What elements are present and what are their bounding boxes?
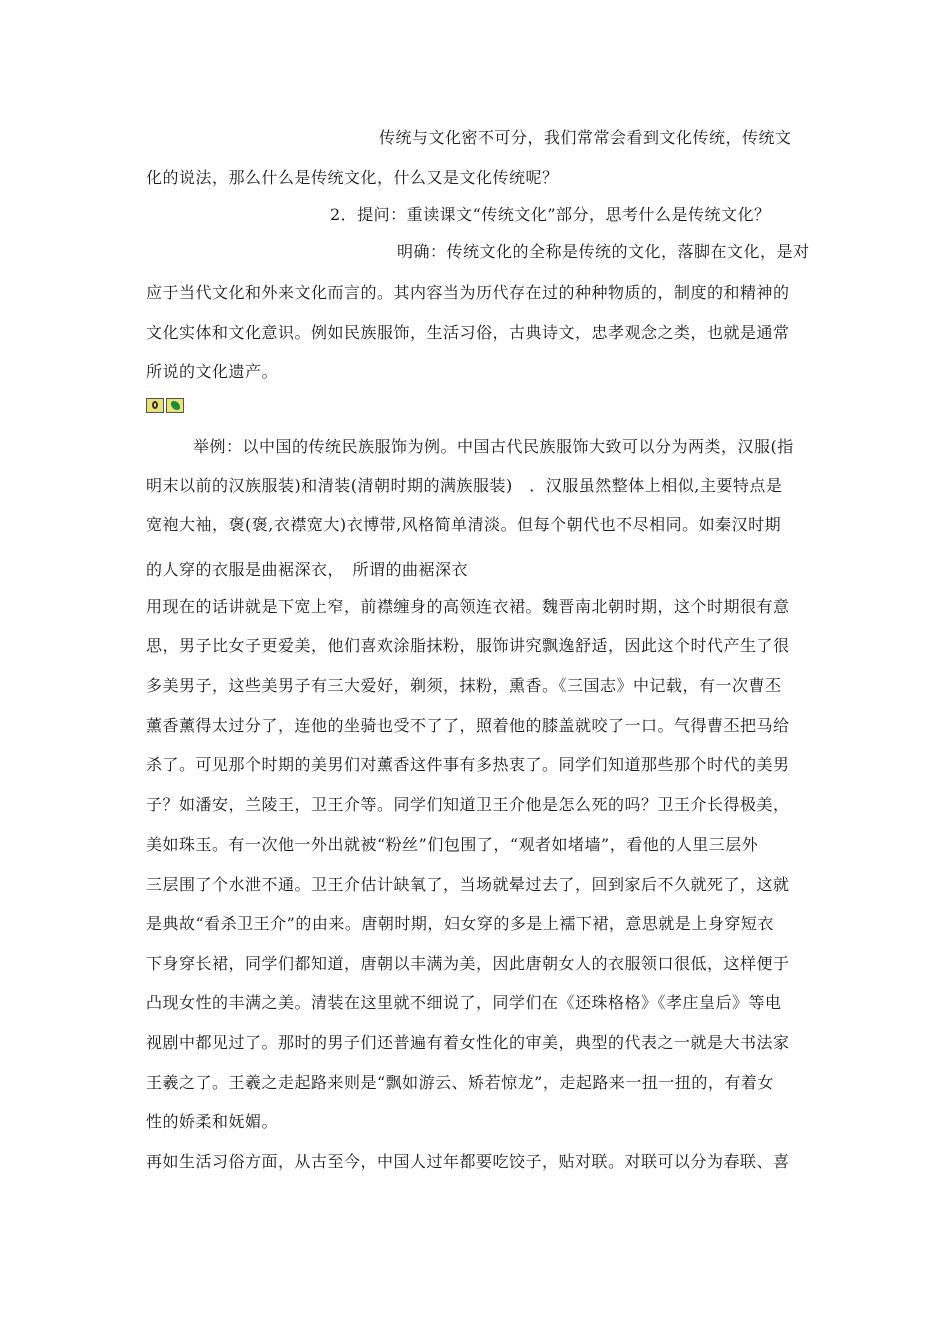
text-line: 三层围了个水泄不通。卫王介估计缺氧了，当场就晕过去了，回到家后不久就死了，这就 [146, 875, 790, 894]
text-line: 的人穿的衣服是曲裾深衣， 所谓的曲裾深衣 [146, 560, 469, 579]
text-line: 薰香薰得太过分了，连他的坐骑也受不了了，照着他的膝盖就咬了一口。气得曹丕把马给 [146, 716, 790, 735]
text-line: 举例：以中国的传统民族服饰为例。中国古代民族服饰大致可以分为两类，汉服(指 [193, 437, 794, 456]
text-line: 用现在的话讲就是下宽上窄，前襟缠身的高领连衣裙。魏晋南北朝时期，这个时期很有意 [146, 597, 790, 616]
text-line: 视剧中都见过了。那时的男子们还普遍有着女性化的审美，典型的代表之一就是大书法家 [146, 1033, 790, 1052]
text-line: 性的娇柔和妩媚。 [146, 1112, 279, 1131]
text-line: 是典故“看杀卫王介”的由来。唐朝时期，妇女穿的多是上襦下裙，意思就是上身穿短衣 [146, 914, 774, 933]
text-line: 应于当代文化和外来文化而言的。其内容当为历代存在过的种种物质的，制度的和精神的 [146, 283, 790, 302]
text-line: 思，男子比女子更爱美，他们喜欢涂脂抹粉，服饰讲究飘逸舒适，因此这个时代产生了很 [146, 636, 790, 655]
text-line: 明末以前的汉族服装)和清装(清朝时期的满族服装) ．汉服虽然整体上相似,主要特点是 [146, 476, 783, 495]
leaf-icon [166, 398, 184, 413]
tool-icon [146, 398, 164, 413]
text-line: 化的说法，那么什么是传统文化，什么又是文化传统呢？ [146, 168, 559, 187]
text-line: 多美男子，这些美男子有三大爱好，剃须，抹粉，熏香。《三国志》中记载，有一次曹丕 [146, 676, 782, 695]
text-line: 再如生活习俗方面，从古至今，中国人过年都要吃饺子，贴对联。对联可以分为春联、喜 [146, 1152, 790, 1171]
text-line: 下身穿长裙，同学们都知道，唐朝以丰满为美，因此唐朝女人的衣服领口很低，这样便于 [146, 954, 790, 973]
text-line: 所说的文化遗产。 [146, 362, 279, 381]
text-line: 文化实体和文化意识。例如民族服饰，生活习俗，古典诗文，忠孝观念之类，也就是通常 [146, 323, 790, 342]
toolbar-icons [146, 398, 184, 414]
text-line: 宽袍大袖，褒(褒,衣襟宽大)衣博带,风格简单清淡。但每个朝代也不尽相同。如秦汉时期 [146, 515, 782, 534]
text-line: 杀了。可见那个时期的美男们对薰香这件事有多热衷了。同学们知道那些那个时代的美男 [146, 755, 790, 774]
text-line: 2．提问：重读课文“传统文化”部分，思考什么是传统文化？ [330, 205, 771, 224]
text-line: 凸现女性的丰满之美。清装在这里就不细说了，同学们在《还珠格格》《孝庄皇后》等电 [146, 993, 782, 1012]
text-line: 传统与文化密不可分，我们常常会看到文化传统，传统文 [379, 128, 792, 147]
text-line: 美如珠玉。有一次他一外出就被“粉丝”们包围了，“观者如堵墙”，看他的人里三层外 [146, 835, 759, 854]
text-line: 子？如潘安，兰陵王，卫王介等。同学们知道卫王介他是怎么死的吗？卫王介长得极美， [146, 795, 790, 814]
text-line: 王羲之了。王羲之走起路来则是“飘如游云、矫若惊龙”，走起路来一扭一扭的，有着女 [146, 1073, 774, 1092]
text-line: 明确：传统文化的全称是传统的文化，落脚在文化，是对 [397, 242, 810, 261]
